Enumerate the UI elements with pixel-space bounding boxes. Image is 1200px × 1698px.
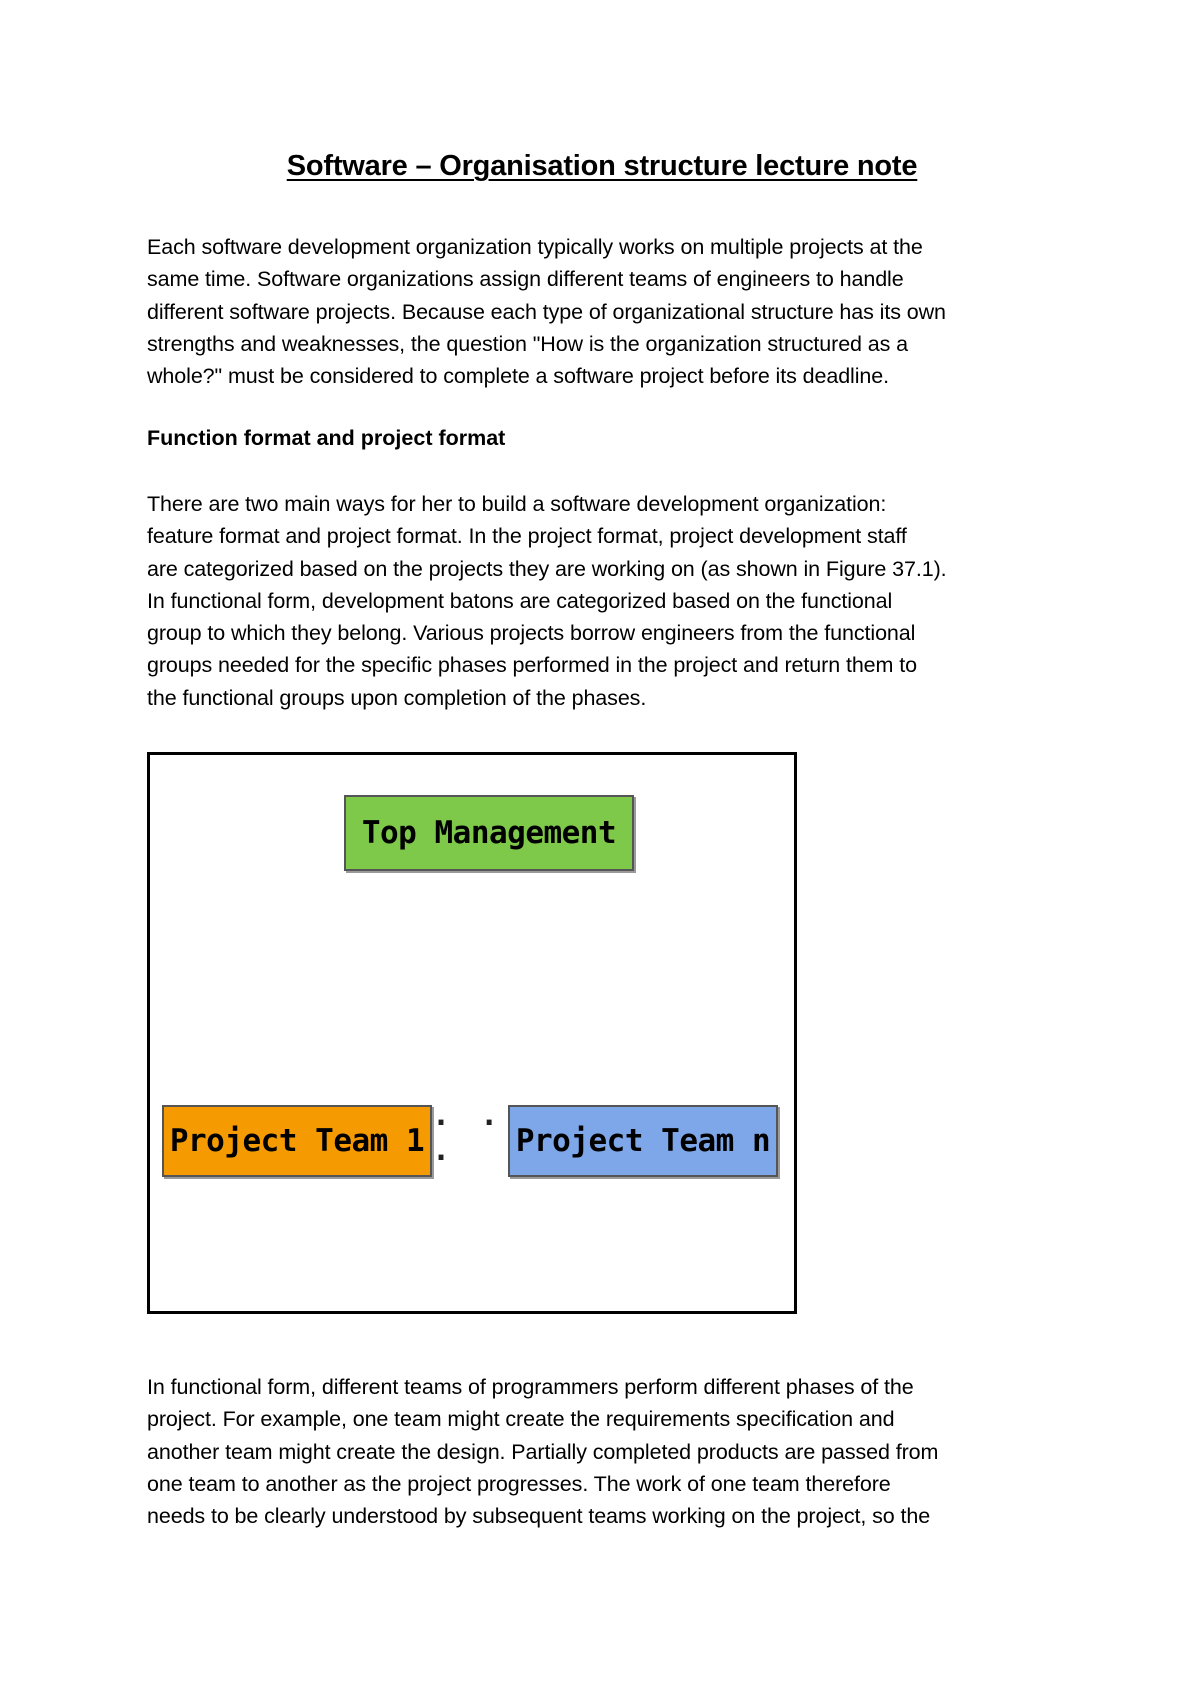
paragraph-line: another team might create the design. Partially completed products are passed from xyxy=(147,1439,939,1464)
document-title: Software – Organisation structure lecture note xyxy=(286,150,918,182)
paragraph-line: the functional groups upon completion of the phases. xyxy=(147,685,647,710)
paragraph-line: are categorized based on the projects they are working on (as shown in Figure 37.1). xyxy=(147,556,947,581)
paragraph-line: needs to be clearly understood by subsequent teams working on the project, so the xyxy=(147,1504,931,1529)
paragraph-line: groups needed for the specific phases performed in the project and return them to xyxy=(147,653,917,678)
functional-form-paragraph xyxy=(147,1371,1067,1532)
paragraph-line: In functional form, different teams of programmers perform different phases of the xyxy=(147,1375,914,1399)
paragraph-line: one team to another as the project progresses. The work of one team therefore xyxy=(147,1471,891,1496)
paragraph-line: Each software development organization typically works on multiple projects at the xyxy=(147,235,923,259)
paragraph-line: strengths and weaknesses, the question "How is the organization structured as a xyxy=(147,331,909,356)
org-structure-figure xyxy=(147,752,797,1314)
top-management-box: Top Management xyxy=(344,795,634,871)
paragraph-line: In functional form, development batons are categorized based on the functional xyxy=(147,588,893,613)
project-team-n-box: Project Team n xyxy=(508,1105,778,1177)
paragraph-line: feature format and project format. In the project format, project development staff xyxy=(147,524,907,549)
paragraph-line: same time. Software organizations assign different teams of engineers to handle xyxy=(147,267,904,292)
paragraph-line: different software projects. Because each type of organizational structure has its own xyxy=(147,299,946,324)
project-team-1-box: Project Team 1 xyxy=(162,1105,432,1177)
paragraph-line: There are two main ways for her to build a software development organization: xyxy=(147,492,887,516)
ellipsis-separator: · · · xyxy=(432,1106,505,1176)
formats-paragraph xyxy=(147,488,1067,714)
paragraph-line: group to which they belong. Various projects borrow engineers from the functional xyxy=(147,621,916,646)
paragraph-line: project. For example, one team might create the requirements specification and xyxy=(147,1407,895,1432)
section-heading: Function format and project format xyxy=(147,426,506,450)
paragraph-line: whole?" must be considered to complete a software project before its deadline. xyxy=(147,364,890,389)
intro-paragraph xyxy=(147,231,1067,392)
